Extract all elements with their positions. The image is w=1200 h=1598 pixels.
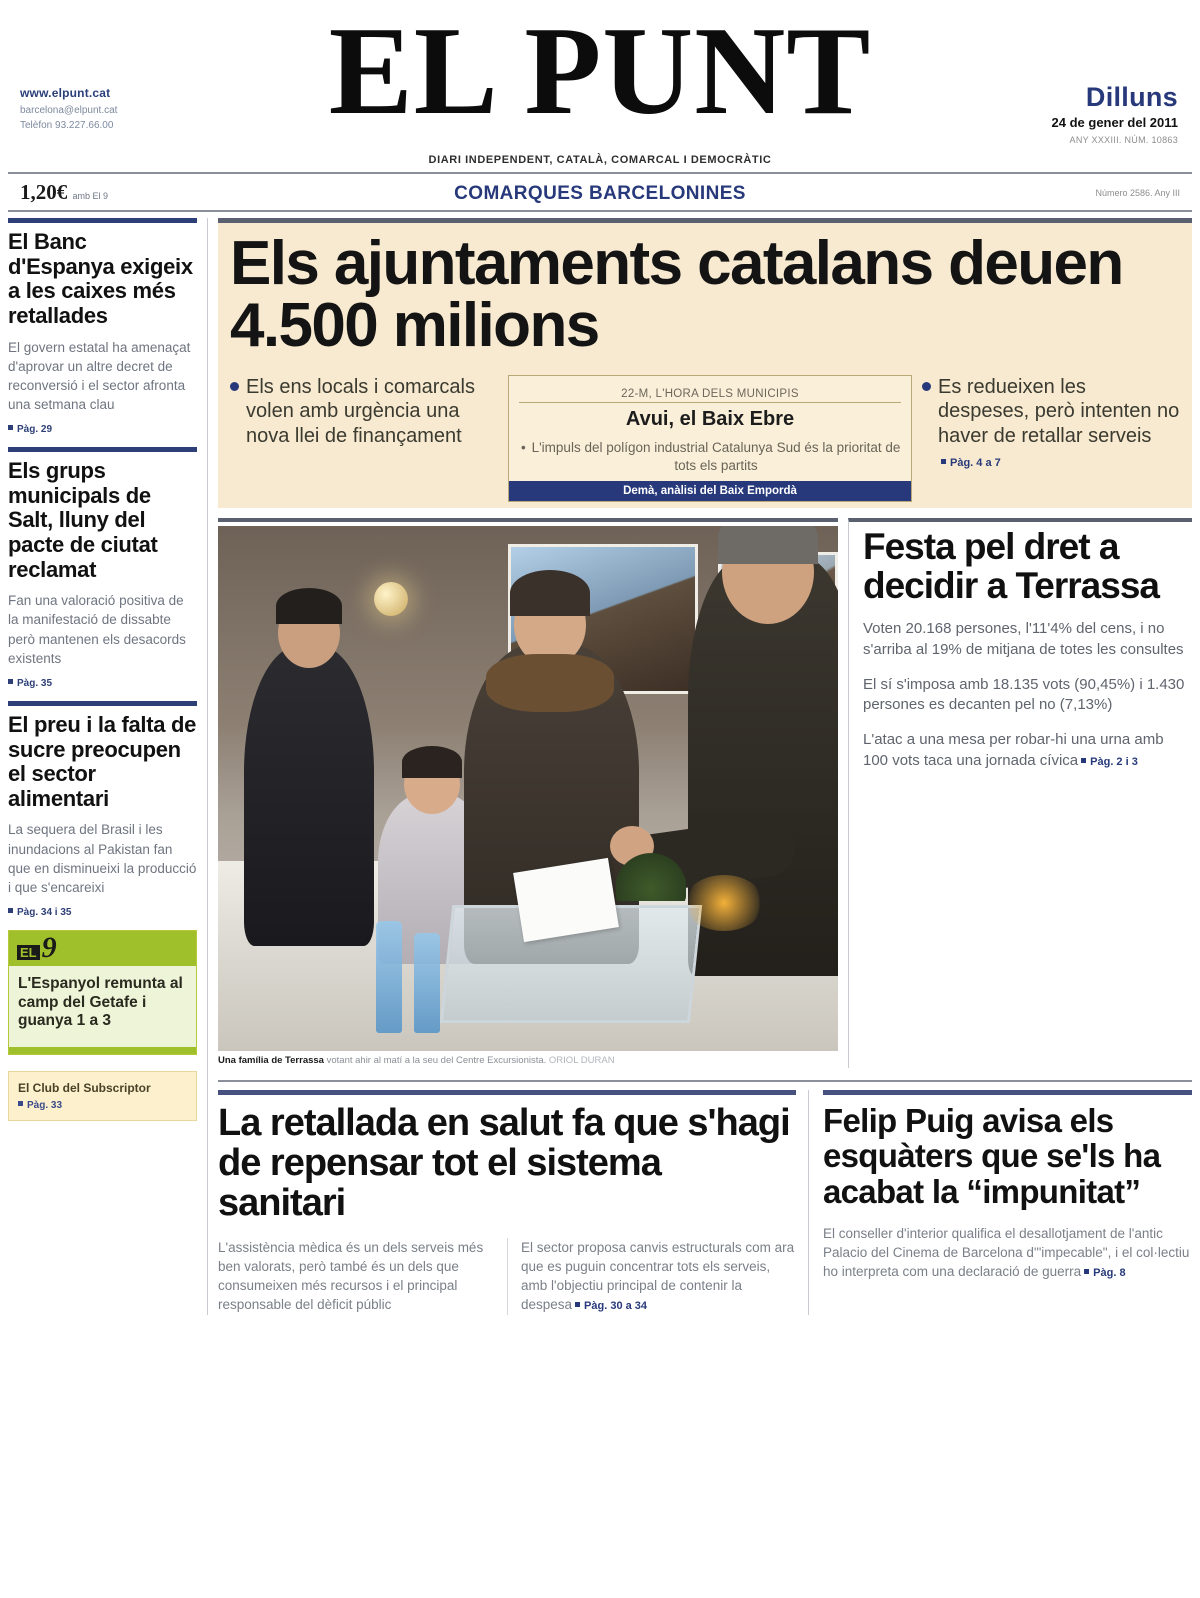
photo-caption-text: votant ahir al matí a la seu del Centre Excursionista. [323, 1055, 547, 1067]
photo-caption [218, 1055, 838, 1067]
cover-price: 1,20€ amb El 9 [20, 180, 109, 204]
bullet-dot-icon [8, 679, 13, 684]
el9-footer-bar [9, 1047, 196, 1054]
sidebar-story-sucre[interactable] [8, 701, 197, 918]
page-reference[interactable]: Pàg. 29 [8, 424, 197, 435]
sidebar-headline: Els grups municipals de Salt, lluny del pacte de ciutat reclamat [8, 458, 158, 582]
page-reference[interactable]: Pàg. 4 a 7 [938, 457, 1001, 469]
sidebar-summary: La sequera del Brasil i les inundacions al Pakistan fan que en disminueixi la producció i que s'encareixi [8, 822, 197, 895]
bullet-dot-icon [941, 459, 946, 464]
photo-credit: ORIOL DURAN [548, 1055, 615, 1067]
main-column [208, 218, 1192, 1315]
cover-price-note: amb El 9 [72, 191, 109, 201]
section-rule [218, 1090, 796, 1095]
puig-story[interactable] [808, 1090, 1192, 1315]
terrassa-paragraph-2: El sí s'imposa amb 18.135 vots (90,45%) i 1.430 persones es decanten pel no (7,13%) [863, 675, 1185, 714]
section-rule [823, 1090, 1192, 1095]
lead-bullet-left [230, 375, 498, 502]
terrassa-headline: Festa pel dret a decidir a Terrassa [863, 526, 1159, 606]
page-reference[interactable]: Pàg. 2 i 3 [1078, 756, 1138, 768]
contact-phone: Telèfon 93.227.66.00 [20, 120, 114, 132]
person-woman-scarf [486, 654, 614, 712]
lead-story[interactable] [218, 218, 1192, 508]
person-woman-hair [510, 570, 590, 616]
bullet-dot-icon [8, 908, 13, 913]
page-reference[interactable]: Pàg. 34 i 35 [8, 907, 197, 918]
photo-and-terrassa-row [218, 518, 1192, 1067]
bullet-dot-icon [922, 382, 931, 391]
sidebar-story-salt[interactable] [8, 447, 197, 689]
bullet-dot-icon [1084, 1269, 1089, 1274]
person-child-hair [402, 746, 462, 778]
newspaper-tagline: DIARI INDEPENDENT, CATALÀ, COMARCAL I DEMOCRÀTIC [428, 154, 772, 166]
edition-name: COMARQUES BARCELONINES [454, 183, 746, 204]
publication-day: Dilluns [1085, 82, 1178, 112]
website-url[interactable]: www.elpunt.cat [20, 86, 111, 100]
lead-box-kicker: 22-M, L'HORA DELS MUNICIPIS [519, 388, 901, 403]
section-rule [8, 218, 197, 223]
page-reference[interactable]: Pàg. 33 [18, 1100, 187, 1111]
el9-headline: L'Espanyol remunta al camp del Getafe i guanya 1 a 3 [18, 975, 183, 1030]
page-reference[interactable]: Pàg. 8 [1081, 1267, 1125, 1279]
newspaper-title: EL PUNT [328, 2, 872, 141]
edition-issue: Número 2586. Any III [1095, 188, 1180, 198]
contact-email[interactable]: barcelona@elpunt.cat [20, 104, 118, 116]
sidebar-headline: El Banc d'Espanya exigeix a les caixes més retallades [8, 229, 193, 328]
lead-bullet-left-text: Els ens locals i comarcals volen amb urgència una nova llei de finançament [246, 376, 475, 447]
lead-bullet-right [922, 375, 1180, 502]
el9-logo-prefix: EL [17, 945, 40, 960]
price-bar [8, 174, 1192, 212]
voting-photo [218, 526, 838, 1051]
lead-subcolumns [230, 375, 1180, 502]
bottom-stories-row [218, 1080, 1192, 1315]
section-rule [8, 701, 197, 706]
salut-headline: La retallada en salut fa que s'hagi de repensar tot el sistema sanitari [218, 1101, 790, 1225]
bullet-dot-icon [18, 1101, 23, 1106]
person-man-left-hair [276, 588, 342, 624]
lead-highlight-body [509, 376, 911, 481]
el9-logo [17, 931, 188, 964]
left-sidebar [8, 218, 208, 1315]
terrassa-story[interactable] [848, 518, 1192, 1067]
bullet-dot-icon [575, 1302, 580, 1307]
publication-issue-number: ANY XXXIII. NÚM. 10863 [1069, 135, 1178, 145]
person-man-left [244, 646, 374, 946]
lead-headline: Els ajuntaments catalans deuen 4.500 milions [230, 229, 1123, 360]
bullet-dot-icon [1081, 758, 1086, 763]
lead-box-title: Avui, el Baix Ebre [625, 408, 795, 430]
lead-box-footer[interactable]: Demà, anàlisi del Baix Empordà [509, 481, 911, 501]
sidebar-headline: El preu i la falta de sucre preocupen el sector alimentari [8, 711, 197, 811]
terrassa-paragraph-3: L'atac a una mesa per robar-hi una urna amb 100 vots taca una jornada cívica Pàg. 2 i 3 [863, 731, 1164, 769]
el9-promo-box[interactable] [8, 930, 197, 1055]
page-reference[interactable]: Pàg. 30 a 34 [572, 1300, 647, 1312]
lead-bullet-right-text: Es redueixen les despeses, però intenten no haver de retallar serveis [938, 376, 1180, 447]
photo-caption-lead: Una família de Terrassa [218, 1055, 324, 1067]
subscriber-club-box[interactable] [8, 1071, 197, 1121]
subscriber-club-title: El Club del Subscriptor [18, 1080, 151, 1095]
terrassa-paragraph-1: Voten 20.168 persones, l'11'4% del cens, i no s'arriba al 19% de mitjana de totes les consultes [863, 620, 1184, 659]
salut-column-2: El sector proposa canvis estructurals com ara que es puguin concentrar tots els serveis, amb l'objectiu principal de contenir la despesa Pàg. 30 a 34 [507, 1238, 796, 1315]
lead-box-text: • L'impuls del polígon industrial Catalunya Sud és la prioritat de tots els partits [519, 439, 901, 475]
publication-date: 24 de gener del 2011 [1051, 115, 1178, 130]
masthead [8, 2, 1192, 174]
bullet-dot-icon [230, 382, 239, 391]
bullet-dot-icon [8, 425, 13, 430]
page-reference[interactable]: Pàg. 35 [8, 678, 197, 689]
water-bottle-2 [414, 933, 440, 1033]
lead-photo-block [218, 518, 838, 1067]
sidebar-story-banc-espanya[interactable] [8, 218, 197, 435]
sidebar-summary: El govern estatal ha amenaçat d'aprovar un altre decret de reconversió i el sector afronta una setmana clau [8, 339, 191, 412]
section-rule [8, 447, 197, 452]
sidebar-summary: Fan una valoració positiva de la manifestació de dissabte però mantenen els desacords existents [8, 593, 186, 666]
salut-columns [218, 1238, 796, 1315]
potted-plant [616, 841, 686, 901]
masthead-date-block [948, 82, 1178, 145]
el9-logo-bar [9, 931, 196, 966]
el9-logo-number: 9 [41, 931, 57, 964]
salut-column-1: L'assistència mèdica és un dels serveis més ben valorats, però també és un dels que consumeixen més recursos i el principal responsable del dèficit públic [218, 1239, 484, 1313]
water-bottle-1 [376, 921, 402, 1033]
lead-highlight-box[interactable] [508, 375, 912, 502]
el9-body [9, 966, 196, 1047]
puig-headline: Felip Puig avisa els esquàters que se'ls ha acabat la “impunitat” [823, 1101, 1161, 1211]
salut-story[interactable] [218, 1090, 796, 1315]
puig-summary: El conseller d'interior qualifica el desallotjament de l'antic Palacio del Cinema de Barcelona d'"impecable", i el col·lectiu ho interpreta com una declaració de guerra Pàg. 8 [823, 1225, 1190, 1279]
page-content [8, 218, 1192, 1315]
person-man-right-hair [718, 526, 818, 564]
